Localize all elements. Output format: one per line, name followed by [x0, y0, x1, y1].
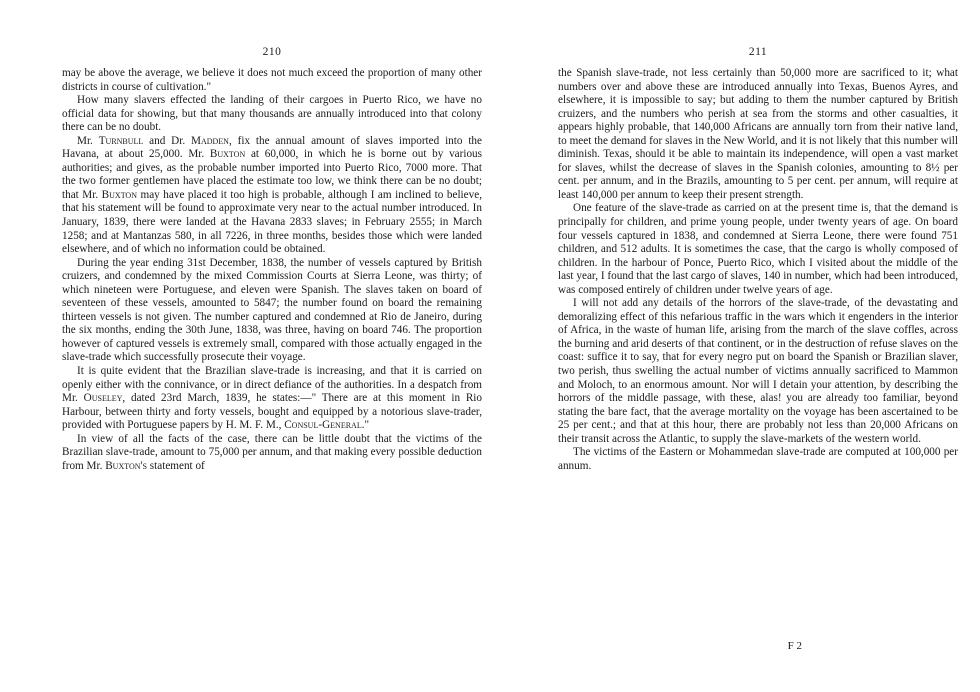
text-run: the Spanish slave-trade, not less certainly than 50,000 more are sacrificed to it; what numbers over and above these are introduced annually into Texas, Buenos Ayres, and elsewhere, it is impossible to say; but adding to them the number captured by British cruizers, and the numbers who perish at sea from the storms and other casualties, it appears highly probable, that 140,000 Africans are annually torn from their native land, to meet the demand for slaves in the New World, and it is not likely that this number will diminish. Texas, should it be able to maintain its independence, will open a vast market for slaves, whilst the decrease of slaves in the Spanish colonies, amounting to 8½ per cent. per annum, and in the Brazils, amounting to 5 per cent. per annum, will require at least 140,000 per annum to keep their present strength.: [558, 67, 958, 201]
name-smallcaps: Ouseley: [83, 392, 123, 405]
paragraph: [62, 433, 482, 474]
page-text: [558, 67, 958, 473]
page-text: [62, 67, 482, 473]
text-run: and Dr.: [143, 134, 192, 147]
right-page: [558, 0, 958, 692]
name-smallcaps: Consul-General: [284, 419, 362, 432]
paragraph: [558, 446, 958, 473]
text-run: How many slavers effected the landing of their cargoes in Puerto Rico, we have no official data for showing, but that many thousands are annually introduced into that colony there can be no doubt.: [62, 94, 482, 134]
paragraph: [62, 94, 482, 135]
name-smallcaps: Turnbull: [98, 134, 144, 147]
text-run: , fix the annual amount of slaves imported into the Havana, at about 25,000. Mr.: [62, 134, 482, 161]
paragraph: [558, 297, 958, 446]
name-smallcaps: Buxton's: [105, 459, 147, 472]
signature-mark: F 2: [787, 640, 802, 652]
text-run: One feature of the slave-trade as carried on at the present time is, that the demand is principally for children, and prime young people, under twenty years of age. On board four vessels captured in 1838, and condemned at Sierra Leone, there were found 751 children, and 512 adults. It is sometimes the case, that the cargo is wholly composed of children. In the harbour of Ponce, Puerto Rico, which I visited about the middle of the last year, I found that the last cargo of slaves, 140 in number, which had been introduced, was composed entirely of children under twelve years of age.: [558, 202, 958, 296]
paragraph: [62, 365, 482, 433]
text-run: I will not add any details of the horrors of the slave-trade, of the devastating and demoralizing effect of this nefarious traffic in the wars which it engenders in the interior of Africa, in the waste of human life, arising from the march of the slave coffles, across the burning and arid deserts of that continent, or in the destruction of refuse slaves on the coast: suffice it to say, that for every negro put on board the Spanish or Brazilian slaver, two perish, thus swelling the actual number of victims annually sacrificed to Mammon and Moloch, to an enormous amount. Nor will I detain your attention, by describing the horrors of the middle passage, with these, alas! you are already too familiar, beyond stating the bare fact, that the average mortality on the voyage has been ascertained to be 25 per cent.; and that at this hour, there are probably not less than 20,000 Africans on their transit across the Atlantic, to supply the slave-markets of the western world.: [558, 297, 958, 445]
text-run: Mr.: [77, 134, 99, 147]
name-smallcaps: Madden: [191, 134, 229, 147]
text-run: may be above the average, we believe it does not much exceed the proportion of many other districts in course of cultivation.": [62, 67, 482, 93]
name-smallcaps: Buxton: [101, 188, 137, 201]
paragraph: [558, 67, 958, 202]
text-run: It is quite evident that the Brazilian slave-trade is increasing, and that it is carried on openly either with the connivance, or in direct defiance of the authorities. In a despatch from Mr.: [62, 365, 482, 405]
text-run: may have placed it too high is probable, although I am inclined to believe, that his statement will be found to approximate very near to the actual number introduced. In January, 1839, there were landed at the Havana 2833 slaves; in February 2555; in March 1258; and at Mantanzas 580, in all 7226, in three months, besides those which were landed elsewhere, and of which no information could be obtained.: [62, 188, 482, 256]
left-page: [62, 0, 482, 692]
paragraph: [62, 257, 482, 365]
paragraph: [558, 202, 958, 297]
text-run: The victims of the Eastern or Mohammedan slave-trade are computed at 100,000 per annum.: [558, 446, 958, 472]
text-run: In view of all the facts of the case, there can be little doubt that the victims of the Brazilian slave-trade, amount to 75,000 per annum, and that making every possible deduction from Mr.: [62, 432, 482, 472]
paragraph: [62, 67, 482, 94]
text-run: , dated 23rd March, 1839, he states:—" There are at this moment in Rio Harbour, between thirty and forty vessels, bought and equipped by a notorious slave-trader, provided with Portuguese papers by H. M. F. M.,: [62, 392, 482, 432]
paragraph: [62, 135, 482, 257]
text-run: statement of: [146, 459, 205, 472]
page-number: 210: [262, 46, 282, 58]
page-number: 211: [748, 46, 768, 58]
text-run: During the year ending 31st December, 1838, the number of vessels captured by British cruizers, and condemned by the mixed Commission Courts at Sierra Leone, was thirty; of which nineteen were Portuguese, and eleven were Spanish. The slaves taken on board of seventeen of these vessels, amounted to 5847; the number found on board the remaining thirteen vessels is not given. The number captured and condemned at Rio de Janeiro, during the six months, ending the 30th June, 1838, was three, having on board 746. The proportion however of captured vessels is extremely small, compared with those actually engaged in the slave-trade which successfully prosecute their voyage.: [62, 256, 482, 364]
text-run: .": [361, 419, 370, 432]
name-smallcaps: Buxton: [209, 148, 246, 161]
text-run: at 60,000, in which he is borne out by various authorities; and gives, as the probable number imported into Puerto Rico, 7000 more. That the two former gentlemen have placed the estimate too low, we think there can be no doubt; that Mr.: [62, 148, 483, 201]
